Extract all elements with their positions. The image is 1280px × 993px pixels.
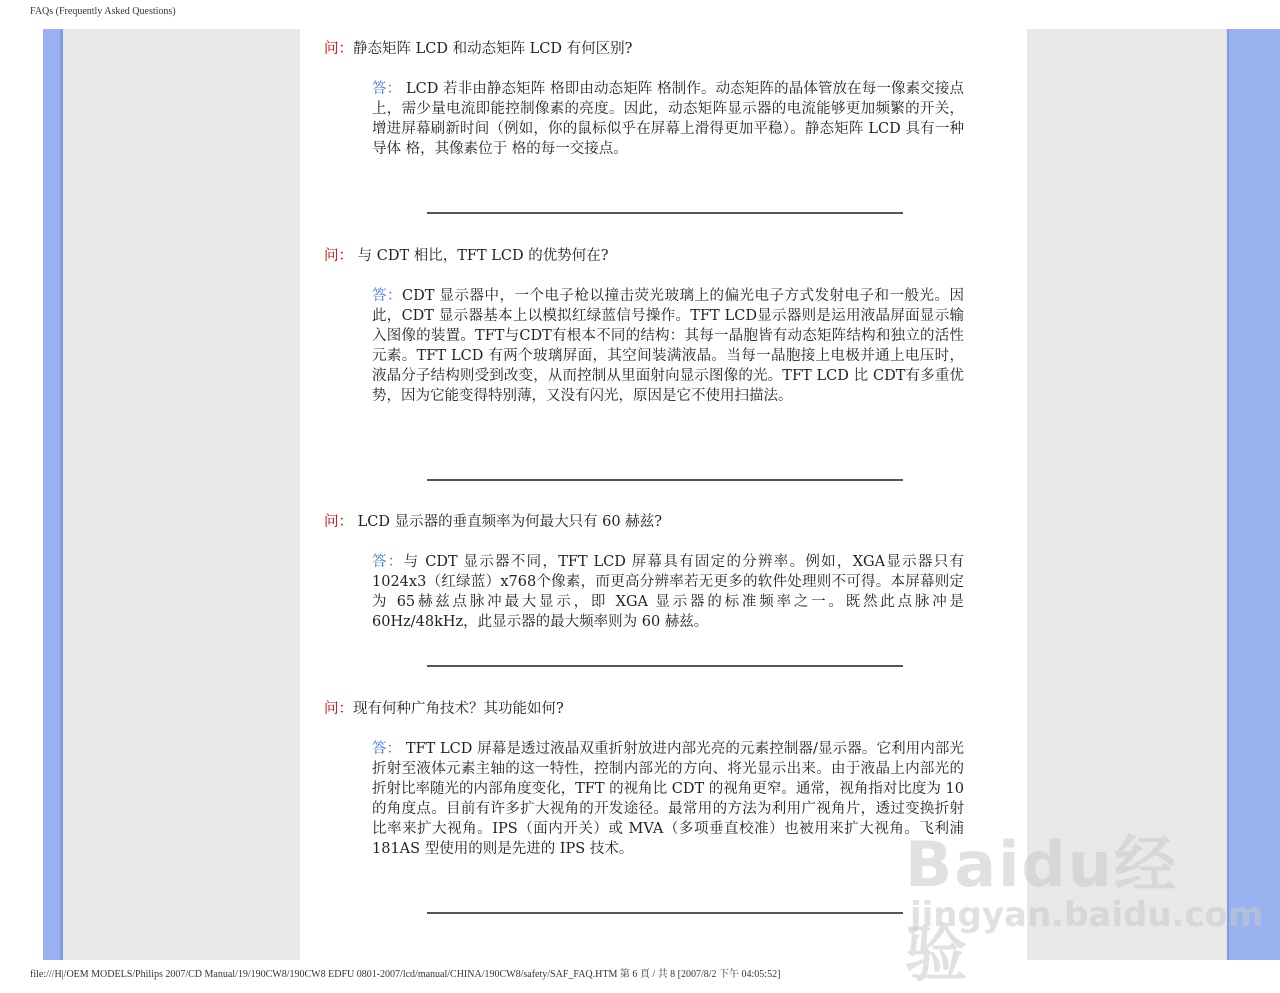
question-marker: 问： [324,41,353,57]
question-text: 静态矩阵 LCD 和动态矩阵 LCD 有何区别? [353,41,633,57]
faq-content [300,29,1027,960]
page-footer: file:///H|/OEM MODELS/Philips 2007/CD Manual/19/190CW8/190CW8 EDFU 0801-2007/lcd/manual/CHINA/190CW8/safety/SAF_FAQ.HTM 第 6 頁 / 共 8 [2007/8/2 下午 04:05:52] [30,969,781,980]
answer [372,552,964,632]
watermark-url: jingyan.baidu.com [910,895,1264,935]
page-title: FAQs (Frequently Asked Questions) [30,6,176,17]
answer-text: 与 CDT 显示器不同，TFT LCD 屏幕具有固定的分辨率。例如，XGA显示器只有1024x3（红绿蓝）x768个像素，而更高分辨率若无更多的软件处理则不可得。本屏幕则定为 65赫兹点脉冲最大显示，即 XGA 显示器的标准频率之一。既然此点脉冲是 60Hz/48kHz，此显示器的最大频率则为 60 赫兹。 [372,554,965,630]
answer [372,286,964,406]
left-gray-margin [63,29,300,960]
faq-item [324,246,964,406]
question-marker: 问： [324,248,353,264]
right-gray-margin [1027,29,1227,960]
answer-text: LCD 若非由静态矩阵 格即由动态矩阵 格制作。动态矩阵的晶体管放在每一像素交接点上，需少量电流即能控制像素的亮度。因此，动态矩阵显示器的电流能够更加频繁的开关，增进屏幕刷新时间（例如，你的鼠标似乎在屏幕上滑得更加平稳）。静态矩阵 LCD 具有一种导体 格，其像素位于 格的每一交接点。 [372,81,965,157]
question [324,246,964,266]
answer-text: CDT 显示器中，一个电子枪以撞击荧光玻璃上的偏光电子方式发射电子和一般光。因此，CDT 显示器基本上以模拟红绿蓝信号操作。TFT LCD显示器则是运用液晶屏面显示输入图像的装置。TFT与CDT有根本不同的结构：其每一晶胞皆有动态矩阵结构和独立的活性元素。TFT LCD 有两个玻璃屏面，其空间装满液晶。当每一晶胞接上电极并通上电压时，液晶分子结构则受到改变，从而控制从里面射向显示图像的光。TFT LCD 比 CDT有多重优势，因为它能变得特别薄，又没有闪光，原因是它不使用扫描法。 [372,288,964,404]
question-text: LCD 显示器的垂直频率为何最大只有 60 赫兹? [353,514,663,530]
faq-item [324,39,964,159]
question-marker: 问： [324,701,353,717]
answer-marker: 答： [372,554,404,570]
question-text: 现有何种广角技术？其功能如何? [353,701,564,717]
section-divider [427,665,903,667]
question [324,512,964,532]
answer-marker: 答： [372,288,402,304]
answer [372,739,964,859]
question [324,39,964,59]
question [324,699,964,719]
question-marker: 问： [324,514,353,530]
answer-marker: 答： [372,81,402,97]
answer-text: TFT LCD 屏幕是透过液晶双重折射放进内部光亮的元素控制器/显示器。它利用内部光折射至液体元素主轴的这一特性，控制内部光的方向、将光显示出来。由于液晶上内部光的折射比率随光的内部角度变化，TFT 的视角比 CDT 的视角更窄。通常，视角指对比度为 10 的角度点。目前有许多扩大视角的开发途径。最常用的方法为利用广视角片，透过变换折射比率来扩大视角。IPS（面内开关）或 MVA（多项垂直校准）也被用来扩大视角。飞利浦 181AS 型使用的则是先进的 IPS 技术。 [372,741,964,857]
answer-marker: 答： [372,741,402,757]
section-divider [427,479,903,481]
section-divider [427,212,903,214]
answer [372,79,964,159]
faq-item [324,699,964,859]
right-blue-band [1229,29,1280,960]
question-text: 与 CDT 相比，TFT LCD 的优势何在? [353,248,609,264]
section-divider [427,912,903,914]
faq-item [324,512,964,632]
watermark-logo: Baidu经验 [905,828,1178,990]
